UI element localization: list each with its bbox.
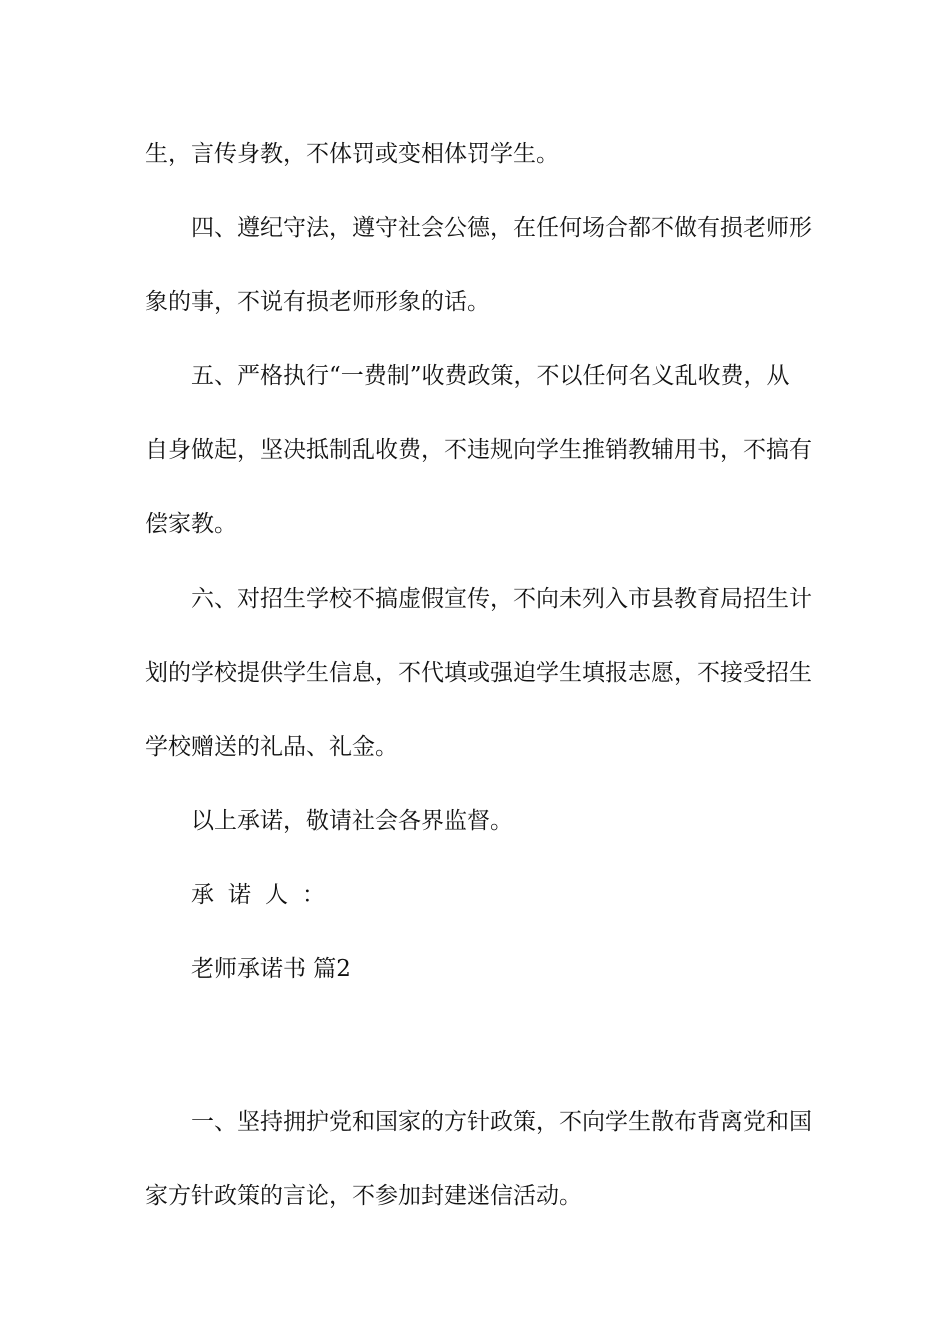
signature-label: 承诺人： [191, 882, 339, 908]
paragraph-line: 划的学校提供学生信息，不代填或强迫学生填报志愿，不接受招生 [145, 660, 812, 686]
section-heading: 老师承诺书 篇2 [191, 956, 351, 982]
paragraph-line: 四、遵纪守法，遵守社会公德，在任何场合都不做有损老师形 [191, 215, 812, 241]
paragraph-line: 五、严格执行“一费制”收费政策，不以任何名义乱收费，从 [191, 363, 790, 389]
paragraph-line: 自身做起，坚决抵制乱收费，不违规向学生推销教辅用书，不搞有 [145, 437, 812, 463]
paragraph-line: 偿家教。 [145, 511, 237, 537]
paragraph-line: 家方针政策的言论，不参加封建迷信活动。 [145, 1183, 582, 1209]
paragraph-line: 生，言传身教，不体罚或变相体罚学生。 [145, 141, 559, 167]
paragraph-line: 一、坚持拥护党和国家的方针政策，不向学生散布背离党和国 [191, 1109, 812, 1135]
paragraph-line: 学校赠送的礼品、礼金。 [145, 734, 398, 760]
closing-statement: 以上承诺，敬请社会各界监督。 [191, 808, 513, 834]
paragraph-line: 六、对招生学校不搞虚假宣传，不向未列入市县教育局招生计 [191, 586, 812, 612]
paragraph-line: 象的事，不说有损老师形象的话。 [145, 289, 490, 315]
